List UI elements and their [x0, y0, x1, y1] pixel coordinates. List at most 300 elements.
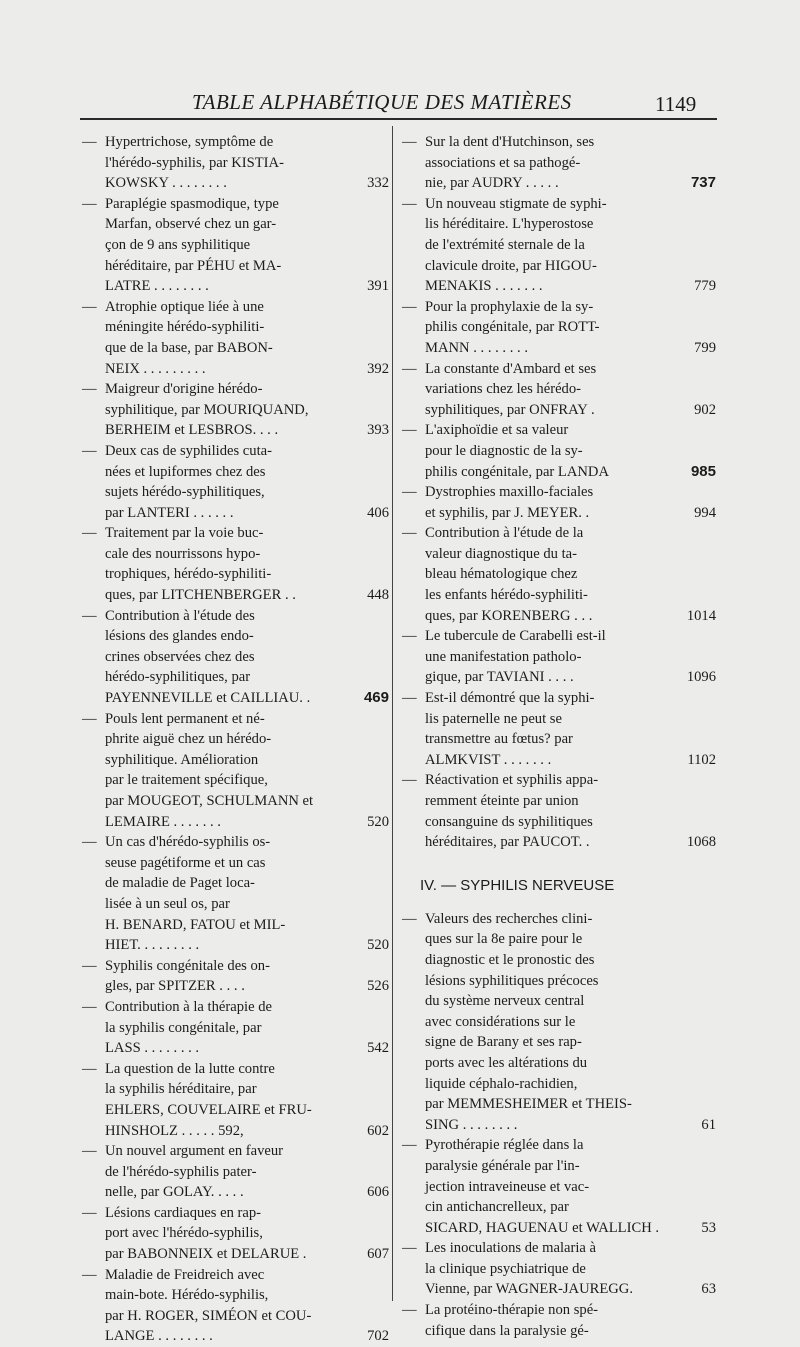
entry-line [80, 956, 389, 977]
entry-line [80, 935, 389, 956]
entry-text: philis congénitale, par LANDA [425, 463, 609, 480]
entry-line [400, 1321, 716, 1342]
entry-line [80, 462, 389, 483]
entry-line [80, 420, 389, 441]
entry-line [400, 1135, 716, 1156]
entry-dash: — [82, 1143, 97, 1160]
entry-text: La question de la lutte contre [105, 1060, 275, 1077]
entry-dash: — [82, 998, 97, 1015]
entry-line [80, 894, 389, 915]
entry-line [80, 647, 389, 668]
nervous-syphilis-entries [400, 909, 716, 1341]
entry-line [80, 544, 389, 565]
entry-line [80, 1182, 389, 1203]
entry-line [400, 194, 716, 215]
index-entry [80, 709, 389, 833]
entry-text: liquide céphalo-rachidien, [425, 1075, 578, 1092]
entry-text: philis congénitale, par ROTT- [425, 319, 600, 336]
entry-page-number: 1102 [687, 751, 716, 768]
entry-line [80, 1059, 389, 1080]
index-entry [80, 297, 389, 379]
entry-text: KOWSKY . . . . . . . . [105, 175, 227, 192]
entry-line [80, 482, 389, 503]
entry-text: Syphilis congénitale des on- [105, 957, 270, 974]
entry-line [400, 585, 716, 606]
entry-line [400, 688, 716, 709]
entry-dash: — [82, 195, 97, 212]
entry-text: Traitement par la voie buc- [105, 525, 264, 542]
entry-line [80, 1203, 389, 1224]
entry-text: Vienne, par WAGNER-JAUREGG. [425, 1281, 633, 1298]
entry-text: nie, par AUDRY . . . . . [425, 175, 559, 192]
entry-dash: — [402, 628, 417, 645]
entry-line [80, 1223, 389, 1244]
entry-line [80, 1306, 389, 1327]
entry-page-number: 448 [367, 587, 389, 604]
entry-line [80, 1100, 389, 1121]
entry-dash: — [82, 525, 97, 542]
entry-line [400, 441, 716, 462]
entry-line [80, 276, 389, 297]
entry-text: lésions syphilitiques précoces [425, 972, 599, 989]
index-entry [400, 1300, 716, 1341]
entry-page-number: 391 [367, 278, 389, 295]
entry-line [400, 812, 716, 833]
entry-dash: — [402, 525, 417, 542]
entry-text: par le traitement spécifique, [105, 772, 268, 789]
entry-line [80, 770, 389, 791]
entry-page-number: 520 [367, 937, 389, 954]
entry-dash: — [82, 298, 97, 315]
entry-text: ports avec les altérations du [425, 1054, 588, 1071]
index-entry [400, 909, 716, 1136]
entry-text: Contribution à la thérapie de [105, 998, 272, 1015]
right-column-entries [400, 132, 716, 853]
entry-page-number: 520 [367, 813, 389, 830]
entry-text: Contribution à l'étude de la [425, 525, 584, 542]
entry-page-number: 737 [690, 174, 716, 192]
entry-line [400, 359, 716, 380]
entry-line [400, 256, 716, 277]
entry-text: lis héréditaire. L'hyperostose [425, 216, 594, 233]
entry-text: Maladie de Freidreich avec [105, 1266, 265, 1283]
entry-text: La protéino-thérapie non spé- [425, 1302, 599, 1319]
entry-dash: — [402, 1240, 417, 1257]
section-heading: IV. — SYPHILIS NERVEUSE [420, 876, 615, 894]
entry-line [400, 1053, 716, 1074]
index-entry [80, 997, 389, 1059]
entry-text: par LANTERI . . . . . . [105, 504, 234, 521]
entry-page-number: 61 [701, 1116, 716, 1133]
entry-text: hérédo-syphilitiques, par [105, 669, 251, 686]
entry-line [80, 297, 389, 318]
page-header [0, 86, 800, 120]
entry-line [80, 235, 389, 256]
entry-line [80, 153, 389, 174]
entry-page-number: 63 [701, 1281, 716, 1298]
entry-line [400, 1094, 716, 1115]
entry-dash: — [402, 298, 417, 315]
entry-line [400, 420, 716, 441]
entry-text: gique, par TAVIANI . . . . [425, 669, 574, 686]
entry-line [400, 235, 716, 256]
entry-text: sujets hérédo-syphilitiques, [105, 484, 265, 501]
entry-page-number: 607 [367, 1246, 389, 1263]
entry-text: Un nouvel argument en faveur [105, 1143, 284, 1160]
entry-line [400, 1197, 716, 1218]
entry-text: cifique dans la paralysie gé- [425, 1322, 589, 1339]
entry-line [80, 564, 389, 585]
index-entry [400, 688, 716, 770]
entry-text: çon de 9 ans syphilitique [105, 236, 251, 253]
entry-page-number: 1068 [686, 834, 716, 851]
index-entry [400, 420, 716, 482]
entry-text: associations et sa pathogé- [425, 154, 581, 171]
entry-line [400, 1300, 716, 1321]
entry-text: pour le diagnostic de la sy- [425, 442, 583, 459]
entry-text: bleau hématologique chez [425, 566, 578, 583]
entry-page-number: 469 [363, 689, 389, 707]
entry-text: par MEMMESHEIMER et THEIS- [425, 1096, 632, 1113]
index-entry [80, 441, 389, 523]
entry-text: du système nerveux central [425, 993, 585, 1010]
entry-text: Un nouveau stigmate de syphi- [425, 195, 607, 212]
entry-line [400, 832, 716, 853]
entry-line [80, 997, 389, 1018]
entry-line [400, 971, 716, 992]
entry-text: la clinique psychiatrique de [425, 1260, 586, 1277]
entry-line [400, 153, 716, 174]
entry-text: Atrophie optique liée à une [105, 298, 264, 315]
entry-line [400, 462, 716, 483]
entry-line [80, 1079, 389, 1100]
entry-text: port avec l'hérédo-syphilis, [105, 1225, 263, 1242]
entry-line [80, 379, 389, 400]
entry-line [400, 1156, 716, 1177]
left-column [80, 132, 389, 1347]
entry-text: la syphilis héréditaire, par [105, 1081, 257, 1098]
entry-text: BERHEIM et LESBROS. . . . [105, 422, 279, 439]
entry-text: HINSHOLZ . . . . . 592, [105, 1122, 244, 1139]
entry-text: Les inoculations de malaria à [425, 1240, 597, 1257]
index-entry [80, 956, 389, 997]
entry-line [80, 1018, 389, 1039]
index-entry [80, 606, 389, 709]
entry-text: par MOUGEOT, SCHULMANN et [105, 793, 314, 809]
entry-text: syphilitique. Amélioration [105, 751, 259, 768]
entry-text: Maigreur d'origine hérédo- [105, 381, 263, 398]
entry-text: L'axiphoïdie et sa valeur [425, 422, 569, 439]
entry-text: lis paternelle ne peut se [425, 710, 562, 727]
index-entry [400, 1135, 716, 1238]
entry-dash: — [82, 607, 97, 624]
entry-line [400, 564, 716, 585]
right-column [400, 132, 716, 1341]
entry-text: de l'extrémité sternale de la [425, 236, 585, 253]
running-title: TABLE ALPHABÉTIQUE DES MATIÈRES [192, 90, 572, 114]
index-entry [80, 1265, 389, 1347]
entry-dash: — [82, 834, 97, 851]
index-entry [400, 297, 716, 359]
entry-text: syphilitique, par MOURIQUAND, [105, 401, 309, 418]
entry-text: une manifestation patholo- [425, 648, 582, 665]
entry-text: que de la base, par BABON- [105, 339, 273, 356]
entry-page-number: 542 [367, 1040, 389, 1057]
entry-line [400, 770, 716, 791]
index-entry [80, 1059, 389, 1141]
entry-text: ques sur la 8e paire pour le [425, 931, 583, 948]
entry-line [80, 1326, 389, 1347]
entry-text: remment éteinte par union [425, 793, 579, 809]
entry-text: Pouls lent permanent et né- [105, 710, 265, 727]
entry-page-number: 1014 [686, 607, 716, 624]
index-entry [400, 523, 716, 626]
entry-text: MENAKIS . . . . . . . [425, 278, 543, 295]
entry-line [80, 667, 389, 688]
entry-text: gles, par SPITZER . . . . [105, 978, 245, 995]
entry-line [400, 173, 716, 194]
entry-text: paralysie générale par l'in- [425, 1157, 580, 1174]
entry-line [80, 1121, 389, 1142]
entry-page-number: 994 [694, 504, 716, 521]
entry-line [400, 909, 716, 930]
entry-text: transmettre au fœtus? par [425, 731, 573, 748]
entry-text: ALMKVIST . . . . . . . [425, 751, 552, 768]
index-entry [80, 194, 389, 297]
entry-dash: — [82, 442, 97, 459]
entry-line [80, 1285, 389, 1306]
entry-line [80, 812, 389, 833]
entry-text: variations chez les hérédo- [425, 381, 581, 398]
entry-text: phrite aiguë chez un hérédo- [105, 731, 272, 748]
entry-line [400, 400, 716, 421]
entry-text: Valeurs des recherches clini- [425, 910, 593, 927]
entry-line [400, 503, 716, 524]
entry-text: l'hérédo-syphilis, par KISTIA- [105, 154, 284, 171]
entry-text: ques, par KORENBERG . . . [425, 607, 593, 624]
entry-page-number: 392 [367, 360, 389, 377]
entry-page-number: 606 [367, 1184, 389, 1201]
entry-page-number: 393 [367, 422, 389, 439]
index-entry [80, 132, 389, 194]
entry-dash: — [82, 381, 97, 398]
entry-text: H. BENARD, FATOU et MIL- [105, 916, 286, 933]
entry-text: LEMAIRE . . . . . . . [105, 813, 221, 830]
entry-line [80, 750, 389, 771]
entry-line [400, 791, 716, 812]
entry-text: Lésions cardiaques en rap- [105, 1204, 262, 1221]
entry-dash: — [82, 1204, 97, 1221]
header-rule [80, 118, 717, 120]
entry-line [400, 1238, 716, 1259]
entry-dash: — [402, 1302, 417, 1319]
entry-line [400, 544, 716, 565]
entry-text: main-bote. Hérédo-syphilis, [105, 1287, 269, 1304]
entry-line [400, 317, 716, 338]
entry-text: Deux cas de syphilides cuta- [105, 442, 272, 459]
entry-line [80, 729, 389, 750]
entry-line [80, 915, 389, 936]
entry-line [80, 214, 389, 235]
entry-line [400, 950, 716, 971]
entry-line [80, 873, 389, 894]
entry-line [400, 132, 716, 153]
index-entry [400, 359, 716, 421]
entry-text: Hypertrichose, symptôme de [105, 134, 274, 150]
entry-line [80, 132, 389, 153]
entry-line [400, 338, 716, 359]
entry-page-number: 799 [694, 339, 716, 356]
entry-text: clavicule droite, par HIGOU- [425, 257, 597, 274]
entry-line [400, 523, 716, 544]
entry-line [400, 482, 716, 503]
entry-text: cin antichancrelleux, par [425, 1199, 569, 1216]
entry-text: Marfan, observé chez un gar- [105, 216, 277, 233]
entry-text: Paraplégie spasmodique, type [105, 195, 279, 212]
entry-text: MANN . . . . . . . . [425, 339, 528, 356]
entry-line [400, 647, 716, 668]
index-entry [400, 132, 716, 194]
entry-line [80, 853, 389, 874]
index-entry [80, 1203, 389, 1265]
entry-line [80, 976, 389, 997]
entry-dash: — [402, 1137, 417, 1154]
page-number: 1149 [655, 92, 697, 116]
entry-line [400, 1032, 716, 1053]
entry-text: Pyrothérapie réglée dans la [425, 1137, 584, 1154]
entry-text: syphilitiques, par ONFRAY . [425, 401, 595, 418]
entry-line [80, 523, 389, 544]
entry-text: lésions des glandes endo- [105, 628, 254, 645]
entry-text: ques, par LITCHENBERGER . . [105, 587, 296, 604]
entry-line [80, 832, 389, 853]
index-entry [400, 1238, 716, 1300]
entry-line [80, 338, 389, 359]
entry-page-number: 779 [694, 278, 716, 295]
entry-line [80, 359, 389, 380]
entry-line [80, 1244, 389, 1265]
entry-text: crines observées chez des [105, 648, 255, 665]
entry-line [80, 1038, 389, 1059]
entry-text: consanguine ds syphilitiques [425, 813, 593, 830]
index-entry [80, 379, 389, 441]
index-entry [400, 194, 716, 297]
entry-line [400, 729, 716, 750]
entry-page-number: 526 [367, 978, 389, 995]
entry-page-number: 985 [690, 462, 716, 480]
entry-line [400, 1259, 716, 1280]
entry-line [400, 991, 716, 1012]
entry-text: LASS . . . . . . . . [105, 1040, 200, 1057]
entry-line [80, 1141, 389, 1162]
entry-line [400, 1279, 716, 1300]
entry-dash: — [402, 772, 417, 789]
index-entry [80, 1141, 389, 1203]
entry-line [80, 503, 389, 524]
entry-text: NEIX . . . . . . . . . [105, 360, 206, 377]
entry-dash: — [402, 134, 417, 150]
entry-line [400, 379, 716, 400]
entry-text: PAYENNEVILLE et CAILLIAU. . [105, 690, 311, 707]
entry-text: héréditaire, par PÉHU et MA- [105, 257, 282, 274]
entry-line [80, 791, 389, 812]
entry-dash: — [402, 195, 417, 212]
entry-page-number: 1096 [686, 669, 716, 686]
entry-dash: — [82, 1060, 97, 1077]
entry-text: lisée à un seul os, par [105, 895, 230, 912]
entry-text: Le tubercule de Carabelli est-il [425, 628, 606, 645]
entry-text: SICARD, HAGUENAU et WALLICH . [425, 1219, 660, 1236]
entry-text: trophiques, hérédo-syphiliti- [105, 566, 272, 583]
entry-line [400, 709, 716, 730]
entry-text: héréditaires, par PAUCOT. . [425, 834, 590, 851]
entry-text: signe de Barany et ses rap- [425, 1034, 582, 1051]
entry-text: La constante d'Ambard et ses [425, 360, 597, 377]
entry-text: seuse pagétiforme et un cas [105, 854, 266, 871]
entry-text: de maladie de Paget loca- [105, 875, 255, 892]
entry-line [80, 688, 389, 709]
entry-text: Sur la dent d'Hutchinson, ses [425, 134, 595, 150]
entry-line [400, 606, 716, 627]
entry-line [400, 929, 716, 950]
entry-line [80, 1162, 389, 1183]
entry-line [80, 626, 389, 647]
entry-dash: — [82, 710, 97, 727]
entry-line [400, 276, 716, 297]
entry-text: méningite hérédo-syphiliti- [105, 319, 265, 336]
entry-line [80, 441, 389, 462]
entry-line [80, 709, 389, 730]
column-divider [392, 126, 393, 1301]
entry-dash: — [82, 1266, 97, 1283]
entry-text: EHLERS, COUVELAIRE et FRU- [105, 1101, 312, 1118]
entry-text: de l'hérédo-syphilis pater- [105, 1163, 257, 1180]
index-entry [80, 523, 389, 605]
entry-page-number: 332 [367, 175, 389, 192]
entry-line [400, 1177, 716, 1198]
entry-text: Un cas d'hérédo-syphilis os- [105, 834, 271, 851]
entry-dash: — [82, 134, 97, 150]
entry-page-number: 53 [701, 1219, 716, 1236]
entry-line [400, 297, 716, 318]
entry-line [80, 400, 389, 421]
entry-line [80, 173, 389, 194]
entry-line [400, 214, 716, 235]
entry-text: les enfants hérédo-syphiliti- [425, 587, 588, 604]
entry-dash: — [402, 422, 417, 439]
entry-line [400, 626, 716, 647]
entry-line [80, 585, 389, 606]
entry-page-number: 702 [367, 1328, 389, 1345]
entry-text: jection intraveineuse et vac- [425, 1178, 590, 1195]
entry-dash: — [402, 360, 417, 377]
entry-text: Contribution à l'étude des [105, 607, 255, 624]
entry-text: Est-il démontré que la syphi- [425, 690, 595, 707]
entry-text: Réactivation et syphilis appa- [425, 772, 599, 789]
entry-text: nées et lupiformes chez des [105, 463, 266, 480]
entry-page-number: 406 [367, 504, 389, 521]
entry-line [80, 256, 389, 277]
entry-text: Pour la prophylaxie de la sy- [425, 298, 594, 315]
entry-text: HIET. . . . . . . . . [105, 937, 200, 954]
entry-text: et syphilis, par J. MEYER. . [425, 504, 590, 521]
entry-text: Dystrophies maxillo-faciales [425, 484, 594, 501]
entry-text: par BABONNEIX et DELARUE . [105, 1246, 307, 1263]
entry-text: SING . . . . . . . . [425, 1116, 518, 1133]
entry-text: par H. ROGER, SIMÉON et COU- [105, 1307, 312, 1324]
entry-line [80, 317, 389, 338]
entry-text: cale des nourrissons hypo- [105, 545, 261, 562]
